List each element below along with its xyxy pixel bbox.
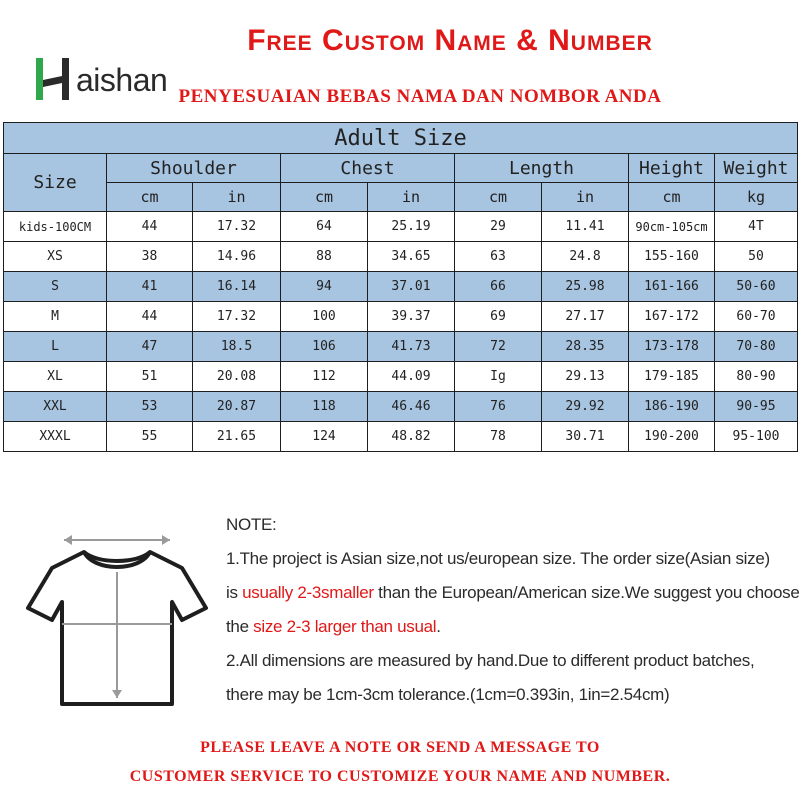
size-cell: XXXL: [4, 422, 107, 452]
note-text: than the European/American size.We suggest you choose: [373, 583, 800, 602]
table-row: [4, 272, 798, 302]
table-cell: 95-100: [715, 422, 798, 452]
table-cell: 29.92: [542, 392, 629, 422]
table-cell: 4T: [715, 212, 798, 242]
note-line: [226, 576, 798, 610]
table-cell: 90-95: [715, 392, 798, 422]
table-cell: 21.65: [193, 422, 281, 452]
table-cell: 44: [107, 212, 193, 242]
note-line: 2.All dimensions are measured by hand.Due to different product batches,: [226, 651, 755, 670]
table-cell: 190-200: [629, 422, 715, 452]
table-cell: 38: [107, 242, 193, 272]
size-chart-table: [3, 122, 798, 452]
table-cell: Ig: [455, 362, 542, 392]
page-subtitle: PENYESUAIAN BEBAS NAMA DAN NOMBOR ANDA: [178, 86, 662, 107]
logo-h-icon: [34, 54, 74, 104]
note-text: the: [226, 617, 254, 636]
table-cell: 100: [281, 302, 368, 332]
table-cell: 46.46: [368, 392, 455, 422]
table-cell: 80-90: [715, 362, 798, 392]
table-cell: 47: [107, 332, 193, 362]
table-row: [4, 332, 798, 362]
size-cell: kids-100CM: [4, 212, 107, 242]
shoulder-header: Shoulder: [107, 154, 281, 183]
table-cell: 167-172: [629, 302, 715, 332]
table-cell: 20.87: [193, 392, 281, 422]
height-header: Height: [629, 154, 715, 183]
table-cell: 173-178: [629, 332, 715, 362]
table-cell: 66: [455, 272, 542, 302]
table-cell: 29.13: [542, 362, 629, 392]
size-cell: M: [4, 302, 107, 332]
table-cell: 39.37: [368, 302, 455, 332]
table-cell: 186-190: [629, 392, 715, 422]
unit-header: in: [542, 183, 629, 212]
table-cell: 41: [107, 272, 193, 302]
table-row: [4, 212, 798, 242]
table-cell: 63: [455, 242, 542, 272]
notes-section: [0, 490, 800, 800]
table-cell: 18.5: [193, 332, 281, 362]
table-cell: 124: [281, 422, 368, 452]
size-cell: XL: [4, 362, 107, 392]
table-cell: 34.65: [368, 242, 455, 272]
table-cell: 155-160: [629, 242, 715, 272]
table-cell: 17.32: [193, 302, 281, 332]
table-cell: 179-185: [629, 362, 715, 392]
unit-header: kg: [715, 183, 798, 212]
size-cell: S: [4, 272, 107, 302]
t-shirt-measure-icon: [22, 512, 212, 712]
note-line: 1.The project is Asian size,not us/european size. The order size(Asian size): [226, 549, 770, 568]
table-cell: 70-80: [715, 332, 798, 362]
table-cell: 16.14: [193, 272, 281, 302]
table-cell: 24.8: [542, 242, 629, 272]
unit-header: cm: [281, 183, 368, 212]
table-cell: 44: [107, 302, 193, 332]
page-title: Free Custom Name & Number: [247, 24, 653, 57]
table-cell: 69: [455, 302, 542, 332]
length-header: Length: [455, 154, 629, 183]
unit-header: cm: [629, 183, 715, 212]
table-cell: 50-60: [715, 272, 798, 302]
footer-line: PLEASE LEAVE A NOTE OR SEND A MESSAGE TO: [200, 739, 600, 756]
table-cell: 28.35: [542, 332, 629, 362]
footer-line: CUSTOMER SERVICE TO CUSTOMIZE YOUR NAME AND NUMBER.: [129, 768, 671, 785]
table-cell: 112: [281, 362, 368, 392]
note-text: is: [226, 583, 243, 602]
size-cell: XXL: [4, 392, 107, 422]
footer-message: [20, 733, 780, 791]
note-highlight: usually 2-3smaller: [242, 583, 374, 602]
unit-header: in: [193, 183, 281, 212]
table-cell: 53: [107, 392, 193, 422]
table-row: [4, 242, 798, 272]
table-cell: 25.98: [542, 272, 629, 302]
unit-header: in: [368, 183, 455, 212]
unit-header: cm: [455, 183, 542, 212]
notes-heading: NOTE:: [226, 515, 277, 534]
table-cell: 76: [455, 392, 542, 422]
notes-text: [226, 508, 798, 712]
weight-header: Weight: [715, 154, 798, 183]
note-text: .: [436, 617, 441, 636]
table-cell: 118: [281, 392, 368, 422]
table-row: [4, 422, 798, 452]
note-line: [226, 610, 798, 644]
table-cell: 29: [455, 212, 542, 242]
table-cell: 106: [281, 332, 368, 362]
table-cell: 72: [455, 332, 542, 362]
table-title: Adult Size: [4, 123, 798, 154]
logo-text: aishan: [76, 62, 168, 98]
table-cell: 90cm-105cm: [629, 212, 715, 242]
table-cell: 50: [715, 242, 798, 272]
table-cell: 27.17: [542, 302, 629, 332]
size-cell: XS: [4, 242, 107, 272]
table-row: [4, 362, 798, 392]
table-row: [4, 302, 798, 332]
chest-header: Chest: [281, 154, 455, 183]
table-cell: 64: [281, 212, 368, 242]
unit-header: cm: [107, 183, 193, 212]
table-cell: 94: [281, 272, 368, 302]
size-header: Size: [4, 154, 107, 212]
table-cell: 88: [281, 242, 368, 272]
table-cell: 37.01: [368, 272, 455, 302]
table-cell: 17.32: [193, 212, 281, 242]
table-cell: 44.09: [368, 362, 455, 392]
size-cell: L: [4, 332, 107, 362]
table-cell: 60-70: [715, 302, 798, 332]
table-cell: 78: [455, 422, 542, 452]
table-cell: 48.82: [368, 422, 455, 452]
table-cell: 51: [107, 362, 193, 392]
table-cell: 14.96: [193, 242, 281, 272]
note-highlight: size 2-3 larger than usual: [253, 617, 437, 636]
table-cell: 25.19: [368, 212, 455, 242]
table-cell: 11.41: [542, 212, 629, 242]
table-row: [4, 392, 798, 422]
table-cell: 55: [107, 422, 193, 452]
table-cell: 161-166: [629, 272, 715, 302]
table-cell: 20.08: [193, 362, 281, 392]
note-line: there may be 1cm-3cm tolerance.(1cm=0.393in, 1in=2.54cm): [226, 685, 670, 704]
table-cell: 41.73: [368, 332, 455, 362]
table-cell: 30.71: [542, 422, 629, 452]
